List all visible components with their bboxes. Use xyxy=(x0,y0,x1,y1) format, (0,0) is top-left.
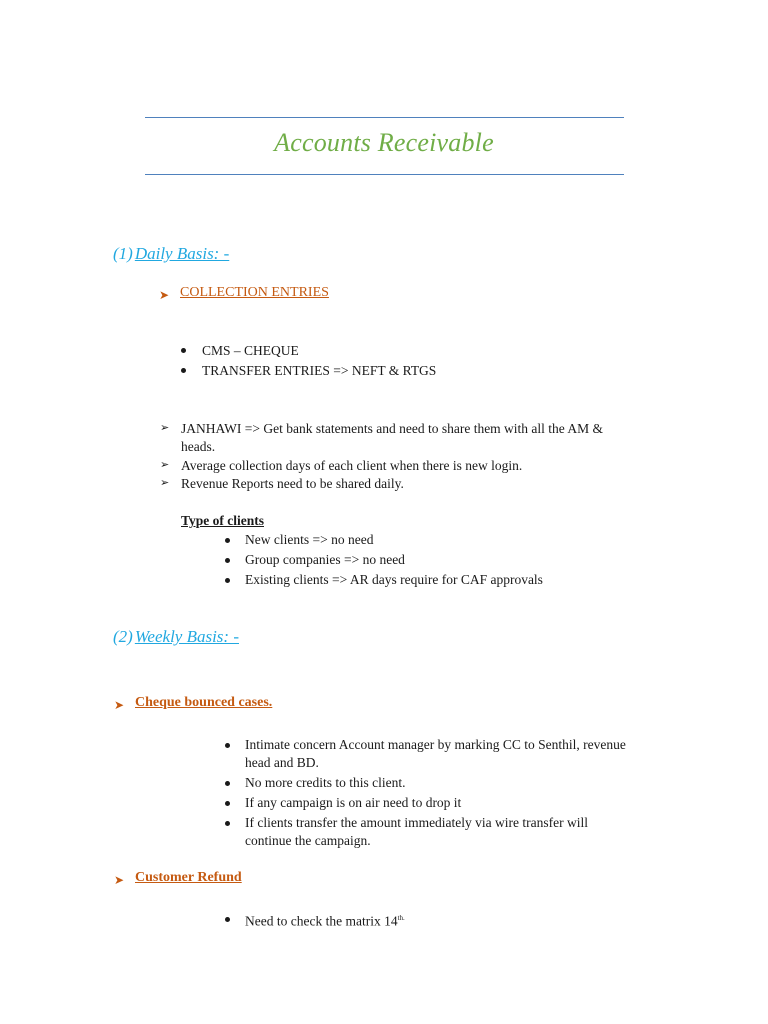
client-type-item: New clients => no need xyxy=(245,532,374,547)
weekly-basis-label: Weekly Basis: - xyxy=(134,627,239,646)
bullet-dot-icon xyxy=(225,821,230,826)
weekly-basis-heading xyxy=(113,627,239,647)
bullet-dot-icon xyxy=(225,538,230,543)
bullet-dot-icon xyxy=(225,917,230,922)
bullet-dot-icon xyxy=(181,348,186,353)
weekly-basis-number: (2) xyxy=(113,627,133,646)
arrow-bullet-icon: ➢ xyxy=(160,459,170,471)
bounced-item-line: No more credits to this client. xyxy=(245,775,406,790)
bullet-dot-icon xyxy=(225,781,230,786)
refund-item-superscript: th. xyxy=(397,914,405,922)
daily-basis-label: Daily Basis: - xyxy=(134,244,230,263)
daily-point-line: Revenue Reports need to be shared daily. xyxy=(181,476,404,491)
bounced-item-line: head and BD. xyxy=(245,755,319,770)
refund-item xyxy=(245,909,405,931)
arrow-bullet-icon: ➢ xyxy=(160,422,170,434)
bullet-dot-icon xyxy=(181,368,186,373)
arrow-bullet-icon: ➤ xyxy=(159,288,170,302)
arrow-bullet-icon: ➤ xyxy=(114,873,125,887)
collection-entries-heading: COLLECTION ENTRIES xyxy=(180,285,329,300)
page-title: Accounts Receivable xyxy=(274,128,494,157)
cheque-bounced-heading: Cheque bounced cases. xyxy=(135,695,273,710)
daily-point-line: Average collection days of each client when there is new login. xyxy=(181,458,523,473)
refund-item-text: Need to check the matrix 14 xyxy=(245,913,398,929)
bullet-dot-icon xyxy=(225,578,230,583)
arrow-bullet-icon: ➢ xyxy=(160,477,170,489)
bounced-item-line: Intimate concern Account manager by marking CC to Senthil, revenue xyxy=(245,737,626,752)
title-top-rule xyxy=(145,117,624,118)
daily-basis-number: (1) xyxy=(113,244,133,263)
bullet-dot-icon xyxy=(225,558,230,563)
type-of-clients-heading: Type of clients xyxy=(181,513,264,528)
bullet-dot-icon xyxy=(225,743,230,748)
client-type-item: Group companies => no need xyxy=(245,552,405,567)
collection-item: CMS – CHEQUE xyxy=(202,343,299,358)
title-bottom-rule xyxy=(145,174,624,175)
daily-point-line: JANHAWI => Get bank statements and need to share them with all the AM & xyxy=(181,421,604,436)
daily-basis-heading xyxy=(113,244,229,264)
daily-point-line: heads. xyxy=(181,439,216,454)
collection-item: TRANSFER ENTRIES => NEFT & RTGS xyxy=(202,363,437,378)
customer-refund-heading: Customer Refund xyxy=(135,870,242,885)
bounced-item-line: If any campaign is on air need to drop it xyxy=(245,795,462,810)
arrow-bullet-icon: ➤ xyxy=(114,698,125,712)
bounced-item-line: If clients transfer the amount immediately via wire transfer will xyxy=(245,815,589,830)
bounced-item-line: continue the campaign. xyxy=(245,833,371,848)
client-type-item: Existing clients => AR days require for CAF approvals xyxy=(245,572,543,587)
bullet-dot-icon xyxy=(225,801,230,806)
